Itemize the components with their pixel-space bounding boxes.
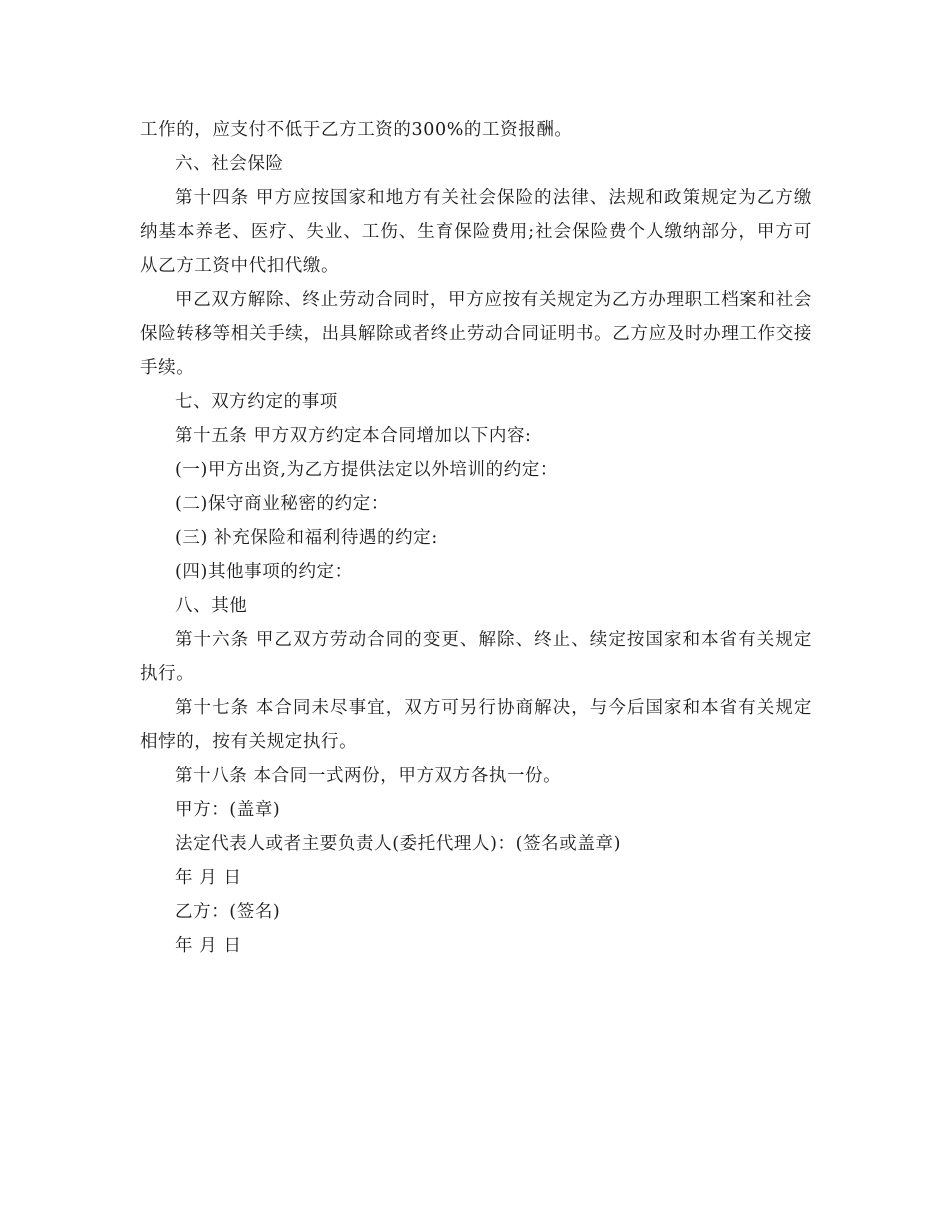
party-b-date-line: 年 月 日 [175,936,242,956]
article-15-paragraph: 第十五条 甲方双方约定本合同增加以下内容: [175,426,532,446]
article-14-second-paragraph: 甲乙双方解除、终止劳动合同时，甲方应按有关规定为乙方办理职工档案和社会保险转移等相关手续，出具解除或者终止劳动合同证明书。乙方应及时办理工作交接手续。 [140,290,812,378]
party-b-signature-line: 乙方：(签名) [175,902,281,922]
section-heading-other: 八、其他 [175,596,248,616]
legal-representative-line: 法定代表人或者主要负责人(委托代理人)：(签名或盖章) [175,834,622,854]
continuation-paragraph: 工作的，应支付不低于乙方工资的300%的工资报酬。 [140,120,573,140]
article-18-paragraph: 第十八条 本合同一式两份，甲方双方各执一份。 [175,766,562,786]
document-body [140,113,812,963]
party-a-date-line: 年 月 日 [175,868,242,888]
agreed-item-3: (三) 补充保险和福利待遇的约定: [175,528,438,548]
party-a-signature-line: 甲方：(盖章) [175,800,281,820]
agreed-item-2: (二)保守商业秘密的约定： [175,494,389,514]
section-heading-social-insurance: 六、社会保险 [175,154,284,174]
article-17-paragraph: 第十七条 本合同未尽事宜，双方可另行协商解决，与今后国家和本省有关规定相悖的，按有关规定执行。 [140,698,812,752]
article-14-paragraph: 第十四条 甲方应按国家和地方有关社会保险的法律、法规和政策规定为乙方缴纳基本养老、医疗、失业、工伤、生育保险费用;社会保险费个人缴纳部分，甲方可从乙方工资中代扣代缴。 [140,188,812,276]
agreed-item-1: (一)甲方出资,为乙方提供法定以外培训的约定： [175,460,559,480]
article-16-paragraph: 第十六条 甲乙双方劳动合同的变更、解除、终止、续定按国家和本省有关规定执行。 [140,630,812,684]
agreed-item-4: (四)其他事项的约定： [175,562,353,582]
section-heading-agreed-matters: 七、双方约定的事项 [175,392,338,412]
